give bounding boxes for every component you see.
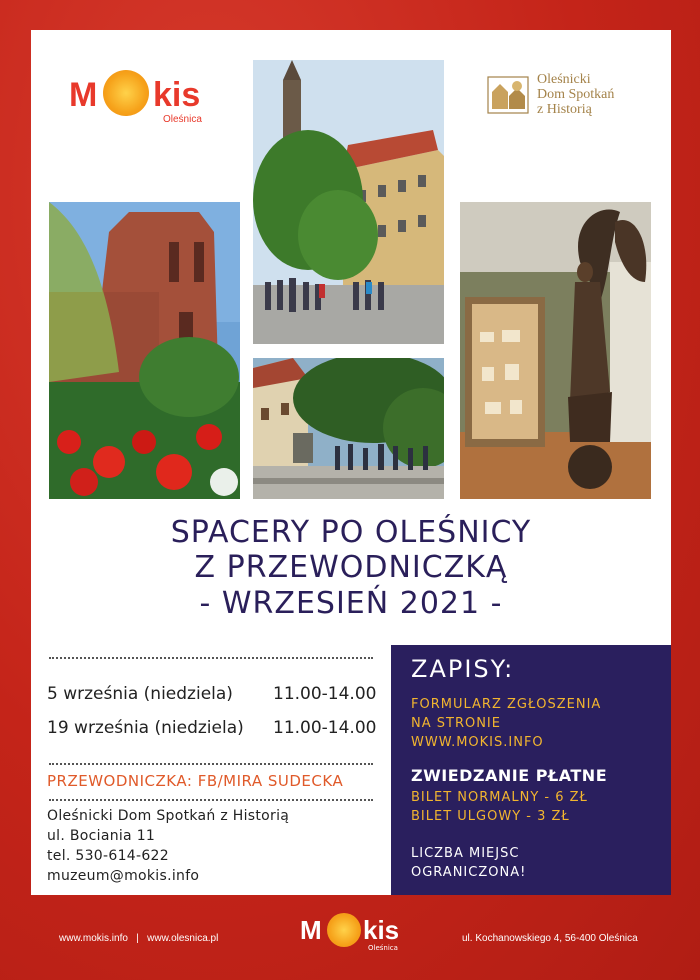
signup-box xyxy=(391,645,671,895)
signup-form-line-3: WWW.MOKIS.INFO xyxy=(411,735,544,750)
odsh-line-3: z Historią xyxy=(537,102,592,117)
mokis-logo-text-right: kis xyxy=(153,76,201,114)
address-street: ul. Bociania 11 xyxy=(47,828,156,844)
footer-logo-text-left: M xyxy=(300,915,322,945)
schedule-row xyxy=(47,718,377,738)
signup-heading: ZAPISY: xyxy=(411,655,515,683)
mokis-logo-sub: Oleśnica xyxy=(163,114,202,125)
schedule-date: 19 września (niedziela) xyxy=(47,718,244,738)
photo-street-group-image xyxy=(253,358,444,499)
photo-museum-angel-image xyxy=(460,202,651,499)
footer-mokis-logo xyxy=(300,913,410,957)
ticket-reduced: BILET ULGOWY - 3 ZŁ xyxy=(411,809,570,824)
odsh-logo xyxy=(487,72,647,122)
photo-castle-group-image xyxy=(253,60,444,344)
mokis-logo xyxy=(69,70,209,128)
guide-label: PRZEWODNICZKA: FB/MIRA SUDECKA xyxy=(47,772,344,790)
address-email: muzeum@mokis.info xyxy=(47,868,200,884)
mokis-logo-swirl-icon xyxy=(103,70,149,116)
limit-line-2: OGRANICZONA! xyxy=(411,865,527,880)
ticket-normal: BILET NORMALNY - 6 ZŁ xyxy=(411,790,588,805)
house-tree-icon xyxy=(487,76,529,114)
divider xyxy=(49,763,373,765)
photo-brick-tower-image xyxy=(49,202,240,499)
schedule-date: 5 września (niedziela) xyxy=(47,684,233,704)
schedule-time: 11.00-14.00 xyxy=(273,718,377,738)
signup-form-line-2: NA STRONIE xyxy=(411,716,501,731)
footer-links: www.mokis.info | www.olesnica.pl xyxy=(59,933,219,944)
footer-logo-sub: Oleśnica xyxy=(368,944,398,952)
footer-logo-swirl-icon xyxy=(327,913,361,947)
photo-museum-angel xyxy=(460,202,651,499)
poster-card xyxy=(31,30,671,895)
address-phone: tel. 530-614-622 xyxy=(47,848,169,864)
divider xyxy=(49,799,373,801)
schedule-row xyxy=(47,684,377,704)
address-name: Oleśnicki Dom Spotkań z Historią xyxy=(47,808,290,824)
title-line-1: SPACERY PO OLEŚNICY xyxy=(170,515,532,550)
photo-street-group xyxy=(253,358,444,499)
divider xyxy=(49,657,373,659)
mokis-logo-text-left: M xyxy=(69,76,97,114)
odsh-line-2: Dom Spotkań xyxy=(537,87,615,102)
title-line-2: Z PRZEWODNICZKĄ xyxy=(194,550,508,585)
title-line-3: - WRZESIEŃ 2021 - xyxy=(199,586,503,621)
limit-line-1: LICZBA MIEJSC xyxy=(411,846,520,861)
schedule-time: 11.00-14.00 xyxy=(273,684,377,704)
photo-brick-tower xyxy=(49,202,240,499)
odsh-logo-text xyxy=(537,72,614,117)
footer-logo-text-right: kis xyxy=(363,915,400,945)
signup-form-line-1: FORMULARZ ZGŁOSZENIA xyxy=(411,697,602,712)
odsh-line-1: Oleśnicki xyxy=(537,72,591,87)
paid-heading: ZWIEDZANIE PŁATNE xyxy=(411,766,608,785)
photo-castle-group xyxy=(253,60,444,344)
footer-address: ul. Kochanowskiego 4, 56-400 Oleśnica xyxy=(462,933,638,944)
